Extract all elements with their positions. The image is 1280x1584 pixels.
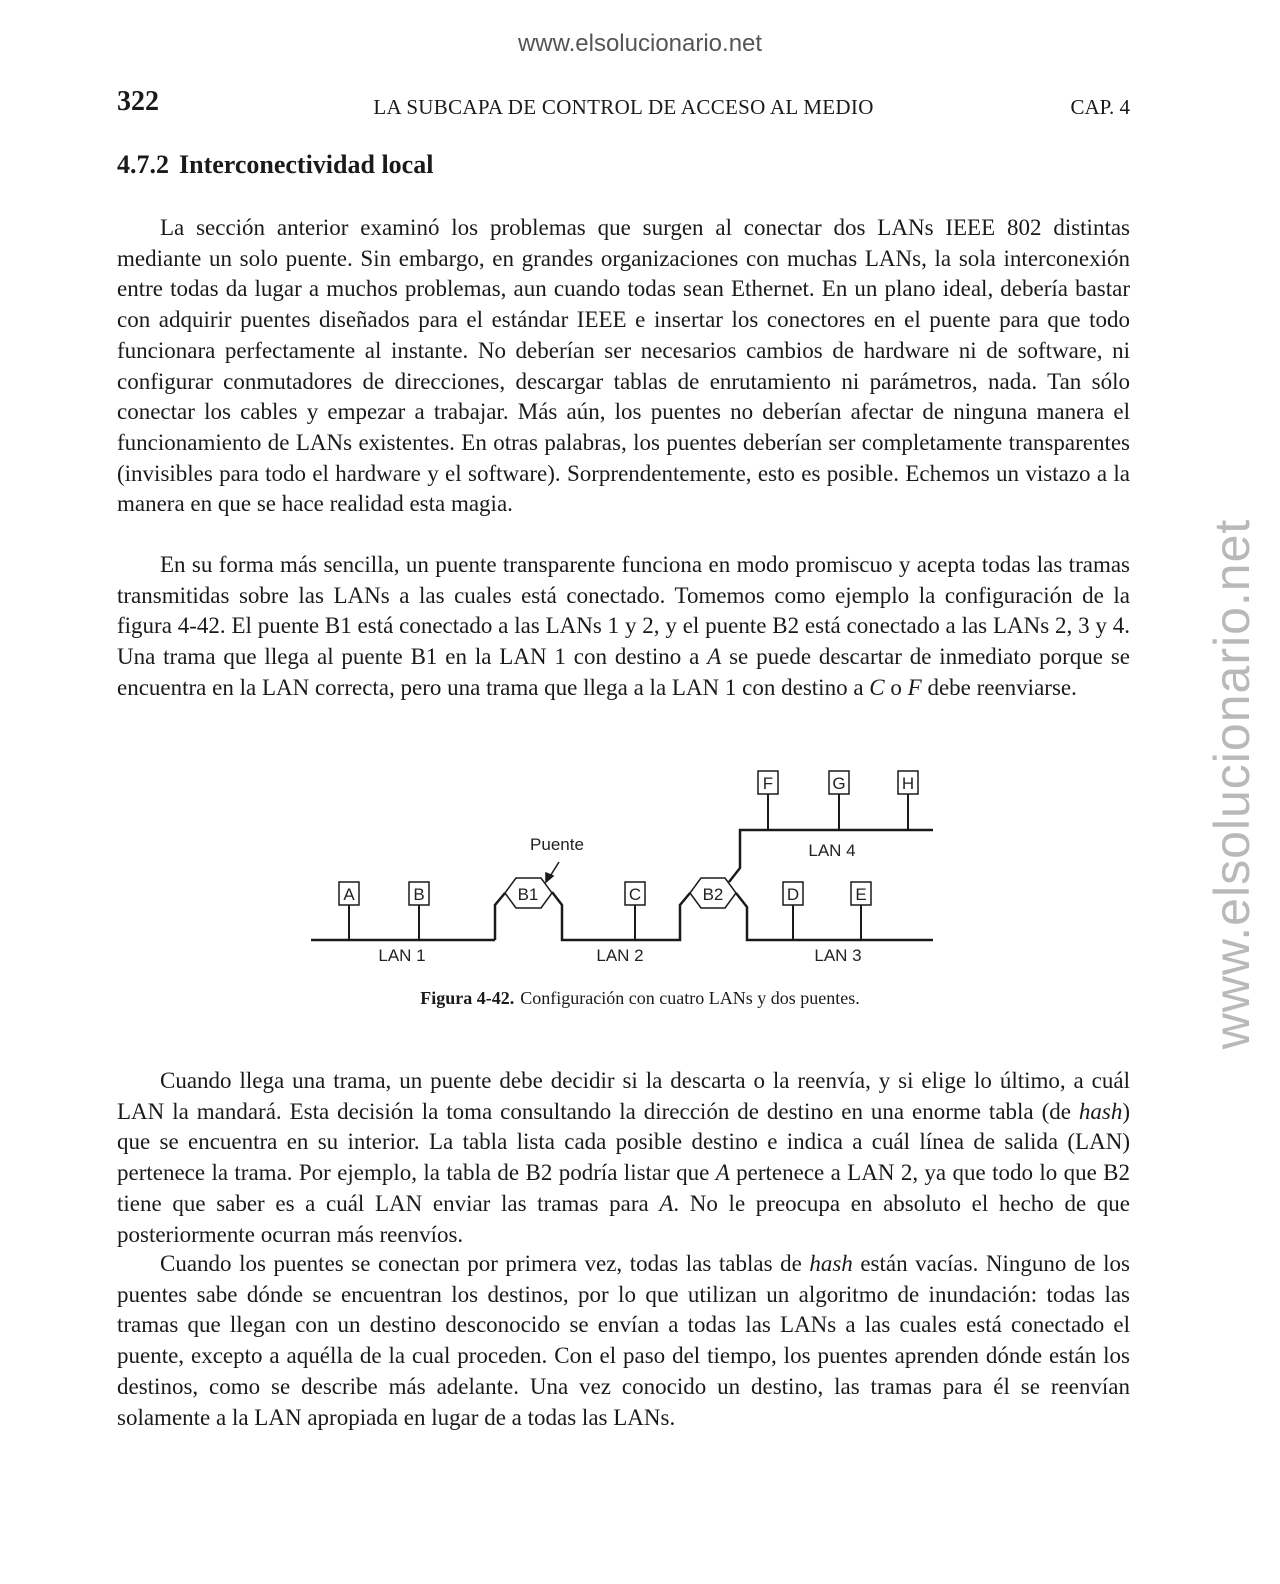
watermark-top: www.elsolucionario.net <box>517 30 763 57</box>
paragraph-3: Cuando llega una trama, un puente debe decidir si la descarta o la reenvía, y si elige lo último, a cuál LAN la mandará. Esta decisión la toma consultando la dirección de destino en una enorme tabla (de hash) que se encuentra en su interior. La tabla lista cada posible destino e indica a cuál línea de salida (LAN) pertenece la trama. Por ejemplo, la tabla de B2 podría listar que A pertenece a LAN 2, ya que todo lo que B2 tiene que saber es a cuál LAN enviar las tramas para A. No le preocupa en absoluto el hecho de que posteriormente ocurran más reenvíos. <box>117 1068 1131 1247</box>
bridge-annotation-arrow <box>546 862 559 882</box>
host-c-label: C <box>628 885 642 904</box>
bridge-b2-lan3-link <box>736 893 933 940</box>
figure-caption-label: Figura 4-42. <box>420 988 515 1008</box>
bridge-b2-label: B2 <box>702 885 724 904</box>
lan-2-label: LAN 2 <box>596 946 644 965</box>
running-head <box>117 86 1130 126</box>
figure-4-42 <box>300 760 940 970</box>
lan-4-label: LAN 4 <box>808 841 856 860</box>
paragraph-1: La sección anterior examinó los problemas que surgen al conectar dos LANs IEEE 802 distintas mediante un solo puente. Sin embargo, en grandes organizaciones con muchas LANs, la sola interconexión entre todas da lugar a muchos problemas, aun cuando todas sean Ethernet. En un plano ideal, debería bastar con adquirir puentes diseñados para el estándar IEEE e insertar los conectores en el puente para que todo funcionara perfectamente al instante. No deberían ser necesarios cambios de hardware ni de software, ni configurar conmutadores de direcciones, descargar tablas de enrutamiento ni parámetros, nada. Tan sólo conectar los cables y empezar a trabajar. Más aún, los puentes no deberían afectar de ninguna manera el funcionamiento de LANs existentes. En otras palabras, los puentes deberían ser completamente transparentes (invisibles para todo el hardware y el software). Sorprendentemente, esto es posible. Echemos un vistazo a la manera en que se hace realidad esta magia. <box>117 215 1130 517</box>
chapter-title: LA SUBCAPA DE CONTROL DE ACCESO AL MEDIO <box>373 95 874 119</box>
section-title: Interconectividad local <box>179 150 434 179</box>
host-d-label: D <box>786 885 800 904</box>
host-h-label: H <box>901 774 915 793</box>
paragraph-2: En su forma más sencilla, un puente transparente funciona en modo promiscuo y acepta todas las tramas transmitidas sobre las LANs a las cuales está conectado. Tomemos como ejemplo la configuración de la figura 4-42. El puente B1 está conectado a las LANs 1 y 2, y el puente B2 está conectado a las LANs 2, 3 y 4. Una trama que llega al puente B1 en la LAN 1 con destino a A se puede descartar de inmediato porque se encuentra en la LAN correcta, pero una trama que llega a la LAN 1 con destino a C o F debe reenviarse. <box>117 552 1130 700</box>
bridge-annotation-label: Puente <box>530 835 584 854</box>
figure-caption <box>0 988 1280 1009</box>
bridge-b1-left-link <box>495 893 505 940</box>
lan-3-label: LAN 3 <box>814 946 862 965</box>
host-g-label: G <box>832 774 846 793</box>
host-e-label: E <box>855 885 867 904</box>
bridge-b1-right-link <box>552 892 690 940</box>
watermark-side: www.elsolucionario.net <box>1204 518 1260 1050</box>
page-number: 322 <box>117 86 159 117</box>
host-f-label: F <box>762 774 774 793</box>
section-heading <box>117 150 433 180</box>
chapter-label: CAP. 4 <box>1070 95 1130 119</box>
host-a-label: A <box>343 885 355 904</box>
paragraph-4: Cuando los puentes se conectan por primera vez, todas las tablas de hash están vacías. Ninguno de los puentes sabe dónde se encuentran los destinos, por lo que utilizan un algoritmo de inundación: todas las tramas que llegan con un destino desconocido se envían a todas las LANs a las cuales está conectado el puente, excepto a aquélla de la cual proceden. Con el paso del tiempo, los puentes aprenden dónde están los destinos, como se describe más adelante. Una vez conocido un destino, las tramas para él se reenvían solamente a la LAN apropiada en lugar de a todas las LANs. <box>117 1251 1131 1430</box>
lan-1-label: LAN 1 <box>378 946 426 965</box>
figure-caption-text: Configuración con cuatro LANs y dos puentes. <box>520 988 860 1008</box>
host-b-label: B <box>413 885 425 904</box>
section-number: 4.7.2 <box>117 150 169 179</box>
bridge-b1-label: B1 <box>517 885 539 904</box>
